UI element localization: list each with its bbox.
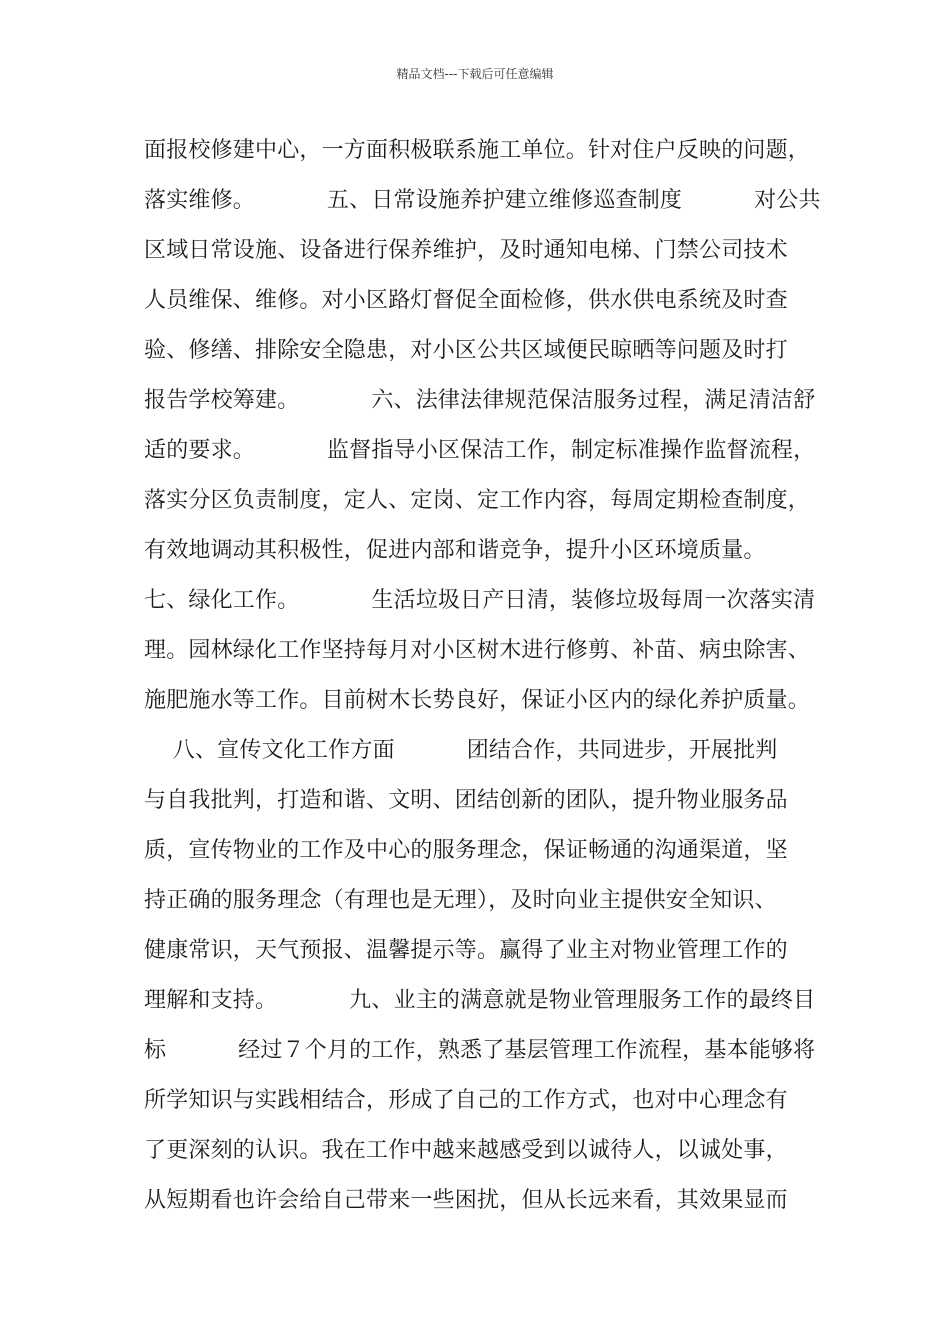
text-line: 理。园林绿化工作坚持每月对小区树木进行修剪、补苗、病虫除害、 xyxy=(144,638,811,663)
text-line: 从短期看也许会给自己带来一些困扰，但从长远来看，其效果显而 xyxy=(144,1188,788,1213)
text-line: 落实维修。 五、日常设施养护建立维修巡查制度 对公共 xyxy=(144,188,821,213)
text-line: 与自我批判，打造和谐、文明、团结创新的团队，提升物业服务品 xyxy=(144,788,788,813)
text-line: 质，宣传物业的工作及中心的服务理念，保证畅通的沟通渠道，坚 xyxy=(144,838,788,863)
text-line: 了更深刻的认识。我在工作中越来越感受到以诚待人，以诚处事， xyxy=(144,1138,788,1163)
text-line: 七、绿化工作。 生活垃圾日产日清，装修垃圾每周一次落实清 xyxy=(144,588,816,613)
text-line: 验、修缮、排除安全隐患，对小区公共区域便民晾晒等问题及时打 xyxy=(144,338,788,363)
page-header: 精品文档---下载后可任意编辑 xyxy=(396,67,554,81)
text-line: 标 经过７个月的工作，熟悉了基层管理工作流程，基本能够将 xyxy=(144,1038,816,1063)
text-line: 有效地调动其积极性，促进内部和谐竞争，提升小区环境质量。 xyxy=(144,538,766,563)
text-line: 人员维保、维修。对小区路灯督促全面检修，供水供电系统及时查 xyxy=(144,288,788,313)
text-line: 健康常识，天气预报、温馨提示等。赢得了业主对物业管理工作的 xyxy=(144,938,788,963)
document-body xyxy=(144,126,834,1226)
text-line: 区域日常设施、设备进行保养维护，及时通知电梯、门禁公司技术 xyxy=(144,238,788,263)
text-line: 持正确的服务理念（有理也是无理），及时向业主提供安全知识、 xyxy=(144,888,777,913)
text-line: 施肥施水等工作。目前树木长势良好，保证小区内的绿化养护质量。 xyxy=(144,688,811,713)
text-line: 所学知识与实践相结合，形成了自己的工作方式，也对中心理念有 xyxy=(144,1088,788,1113)
text-line: 适的要求。 监督指导小区保洁工作，制定标准操作监督流程， xyxy=(144,438,816,463)
text-line: 落实分区负责制度，定人、定岗、定工作内容，每周定期检查制度， xyxy=(144,488,811,513)
text-line: 八、宣传文化工作方面 团结合作，共同进步，开展批判 xyxy=(144,738,778,763)
text-line: 理解和支持。 九、业主的满意就是物业管理服务工作的最终目 xyxy=(144,988,816,1013)
text-line: 面报校修建中心，一方面积极联系施工单位。针对住户反映的问题， xyxy=(144,138,811,163)
text-line: 报告学校筹建。 六、法律法律规范保洁服务过程，满足清洁舒 xyxy=(144,388,816,413)
